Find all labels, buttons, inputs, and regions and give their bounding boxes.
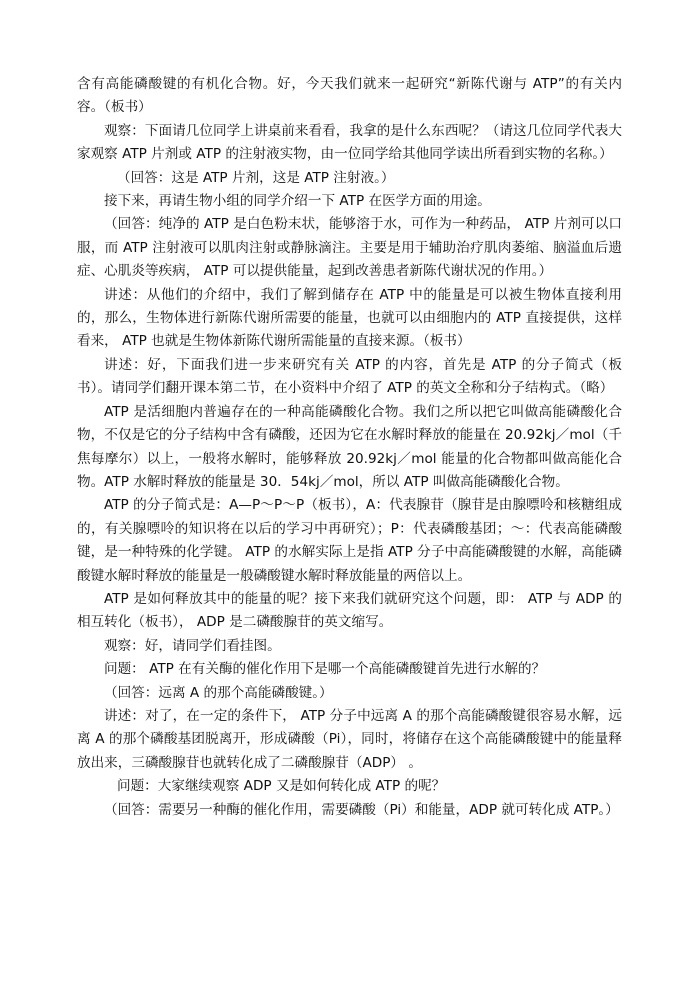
- paragraph: 问题： ATP 在有关酶的催化作用下是哪一个高能磷酸键首先进行水解的？: [104, 661, 546, 678]
- paragraph: （回答：纯净的 ATP 是白色粉末状，能够溶于水，可作为一种药品， ATP 片剂可以口服，而 ATP 注射液可以肌肉注射或静脉滴注。主要是用于辅助治疗肌肉萎缩、脑溢血后遗症、心肌炎等疾病， ATP 可以提供能量，起到改善患者新陈代谢状况的作用。）: [77, 216, 622, 280]
- paragraph: 观察：好，请同学们看挂图。: [104, 637, 281, 654]
- paragraph: 讲述：好，下面我们进一步来研究有关 ATP 的内容，首先是 ATP 的分子简式（板书）。请同学们翻开课本第二节，在小资料中介绍了 ATP 的英文全称和分子结构式。（略）: [77, 356, 622, 397]
- paragraph: 含有高能磷酸键的有机化合物。好，今天我们就来一起研究“新陈代谢与 ATP”的有关内容。（板书）: [77, 76, 622, 116]
- paragraph: 观察：下面请几位同学上讲桌前来看看，我拿的是什么东西呢？（请这几位同学代表大家观察 ATP 片剂或 ATP 的注射液实物，由一位同学给其他同学读出所看到实物的名称。）: [77, 122, 622, 163]
- paragraph: （回答：这是 ATP 片剂，这是 ATP 注射液。）: [117, 169, 395, 186]
- document-page: [77, 73, 622, 822]
- paragraph: （回答：远离 A 的那个高能磷酸键。）: [104, 684, 333, 701]
- paragraph: ATP 是活细胞内普遍存在的一种高能磷酸化合物。我们之所以把它叫做高能磷酸化合物，不仅是它的分子结构中含有磷酸，还因为它在水解时释放的能量在 20.92kj／mol（千焦每摩尔）以上，一般将水解时，能够释放 20.92kj／mol 能量的化合物都叫做高能化合物。ATP 水解时释放的能量是 30．54kj／mol，所以 ATP 叫做高能磷酸化合物。: [77, 403, 622, 490]
- paragraph: 接下来，再请生物小组的同学介绍一下 ATP 在医学方面的用途。: [104, 193, 491, 210]
- paragraph: 讲述：从他们的介绍中，我们了解到储存在 ATP 中的能量是可以被生物体直接利用的，那么，生物体进行新陈代谢所需要的能量，也就可以由细胞内的 ATP 直接提供，这样看来， ATP 也就是生物体新陈代谢所需能量的直接来源。（板书）: [77, 286, 622, 350]
- paragraph: 讲述：对了，在一定的条件下， ATP 分子中远离 A 的那个高能磷酸键很容易水解，远离 A 的那个磷酸基团脱离开，形成磷酸（Pi），同时，将储存在这个高能磷酸键中的能量释放出来，三磷酸腺苷也就转化成了二磷酸腺苷（ADP） 。: [77, 707, 622, 771]
- paragraph: ATP 是如何释放其中的能量的呢？接下来我们就研究这个问题，即： ATP 与 ADP 的相互转化（板书）， ADP 是二磷酸腺苷的英文缩写。: [77, 590, 622, 631]
- paragraph: ATP 的分子简式是：A—P～P～P（板书），A：代表腺苷（腺苷是由腺嘌呤和核糖组成的，有关腺嘌呤的知识将在以后的学习中再研究）；P：代表磷酸基团；～：代表高能磷酸键，是一种特殊的化学键。 ATP 的水解实际上是指 ATP 分子中高能磷酸键的水解，高能磷酸键水解时释放的能量是一般磷酸键水解时释放能量的两倍以上。: [77, 497, 622, 584]
- paragraph: （回答：需要另一种酶的催化作用，需要磷酸（Pi）和能量，ADP 就可转化成 ATP。）: [104, 801, 619, 818]
- paragraph: 问题：大家继续观察 ADP 又是如何转化成 ATP 的呢？: [117, 778, 446, 795]
